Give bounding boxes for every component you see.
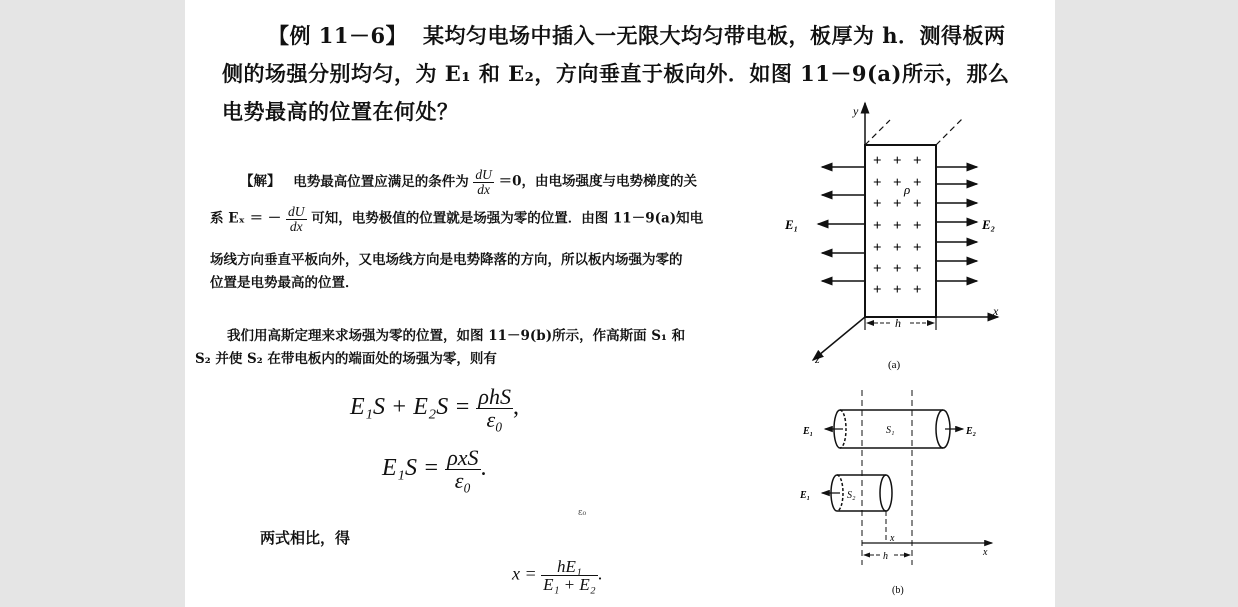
svg-text:+: + — [913, 240, 922, 256]
svg-text:+: + — [873, 153, 882, 169]
x-axis-label-b: x — [983, 547, 988, 558]
compare-text: 两式相比，得 — [260, 529, 351, 547]
svg-text:+: + — [873, 240, 882, 256]
document-page — [185, 0, 1055, 607]
svg-text:+: + — [913, 196, 922, 212]
figure-a-caption: (a) — [888, 359, 901, 371]
question-line-1 — [268, 20, 1006, 50]
solution-line-3: 场线方向垂直平板向外，又电场线方向是电势降落的方向，所以板内场强为零的 — [210, 252, 683, 268]
question-text-1: 某均匀电场中插入一无限大均匀带电板，板厚为 h．测得板两 — [422, 23, 1006, 48]
svg-text:+: + — [873, 175, 882, 191]
solution-line-4: 位置是电势最高的位置． — [210, 275, 359, 291]
h-label: h — [895, 316, 901, 330]
svg-text:+: + — [873, 196, 882, 212]
rho-label: ρ — [904, 182, 911, 197]
svg-text:+: + — [873, 218, 882, 234]
plus-charges — [873, 153, 922, 298]
svg-text:+: + — [913, 175, 922, 191]
s2-label: S₂ — [847, 490, 856, 501]
e2-label: E₂ — [982, 217, 996, 232]
z-axis — [813, 317, 865, 360]
figure-b-caption: (b) — [892, 585, 904, 596]
solution-tag: 【解】 — [240, 173, 281, 190]
x-position-label: x — [890, 533, 895, 544]
svg-text:+: + — [913, 261, 922, 277]
e2-top-label: E₂ — [966, 426, 977, 437]
svg-text:+: + — [913, 153, 922, 169]
e1-field-lines — [818, 167, 864, 281]
svg-text:+: + — [893, 282, 902, 298]
solution-line-1 — [240, 168, 697, 196]
svg-text:+: + — [873, 261, 882, 277]
e1-label: E₁ — [785, 217, 799, 232]
y-axis-label: y — [853, 104, 859, 118]
solution-text-1b: ＝0，由电场强度与电势梯度的关 — [498, 173, 698, 190]
svg-text:+: + — [893, 153, 902, 169]
svg-text:+: + — [893, 218, 902, 234]
stray-mark: ε₀ — [578, 508, 587, 518]
question-line-2: 侧的场强分别均匀，为 E₁ 和 E₂，方向垂直于板向外．如图 11－9(a)所示，那么 — [222, 61, 1010, 86]
svg-text:+: + — [873, 282, 882, 298]
z-axis-label: z — [815, 352, 820, 366]
svg-text:+: + — [913, 282, 922, 298]
figure-b-gaussian-surfaces — [800, 390, 1000, 605]
svg-text:+: + — [893, 196, 902, 212]
e1-bottom-label: E₁ — [800, 490, 811, 501]
h-label-b: h — [883, 551, 888, 562]
e2-field-lines — [937, 167, 977, 281]
equation-1: E₁S + E₂S = $\frac{\text{ρhS}}{\text{ε₀}}$ , — [350, 384, 519, 432]
solution-text-1a: 电势最高位置应满足的条件为 — [293, 173, 469, 190]
derivative-fraction-2: $\frac{dU}{dx}$ — [288, 204, 305, 234]
equation-2: E₁S = $\frac{\text{ρxS}}{\text{ε₀}}$ . — [382, 445, 487, 493]
svg-text:+: + — [893, 261, 902, 277]
solution-line-5: 我们用高斯定理来求场强为零的位置，如图 11－9(b)所示，作高斯面 S₁ 和 — [227, 328, 686, 344]
solution-line-6: S₂ 并使 S₂ 在带电板内的端面处的场强为零，则有 — [195, 351, 497, 367]
svg-text:+: + — [913, 218, 922, 234]
question-line-3: 电势最高的位置在何处？ — [222, 99, 459, 124]
s1-label: S₁ — [886, 425, 895, 436]
figure-a-charged-slab — [780, 95, 1030, 380]
svg-text:+: + — [893, 240, 902, 256]
x-axis-label: x — [993, 304, 999, 318]
solution-line-2: 系 Eₓ ＝ － $\frac{dU}{dx}$ 可知，电势极值的位置就是场强为零的位置．由图 11－9(a)知电 — [210, 204, 704, 234]
equation-3: x = $\frac{\text{hE₁}}{\text{E₁ + E₂}}$ . — [512, 557, 603, 594]
example-tag: 【例 11－6】 — [268, 23, 408, 48]
e1-top-label: E₁ — [803, 426, 814, 437]
svg-text:+: + — [893, 175, 902, 191]
derivative-fraction: $\frac{dU}{dx}$ — [475, 167, 492, 197]
